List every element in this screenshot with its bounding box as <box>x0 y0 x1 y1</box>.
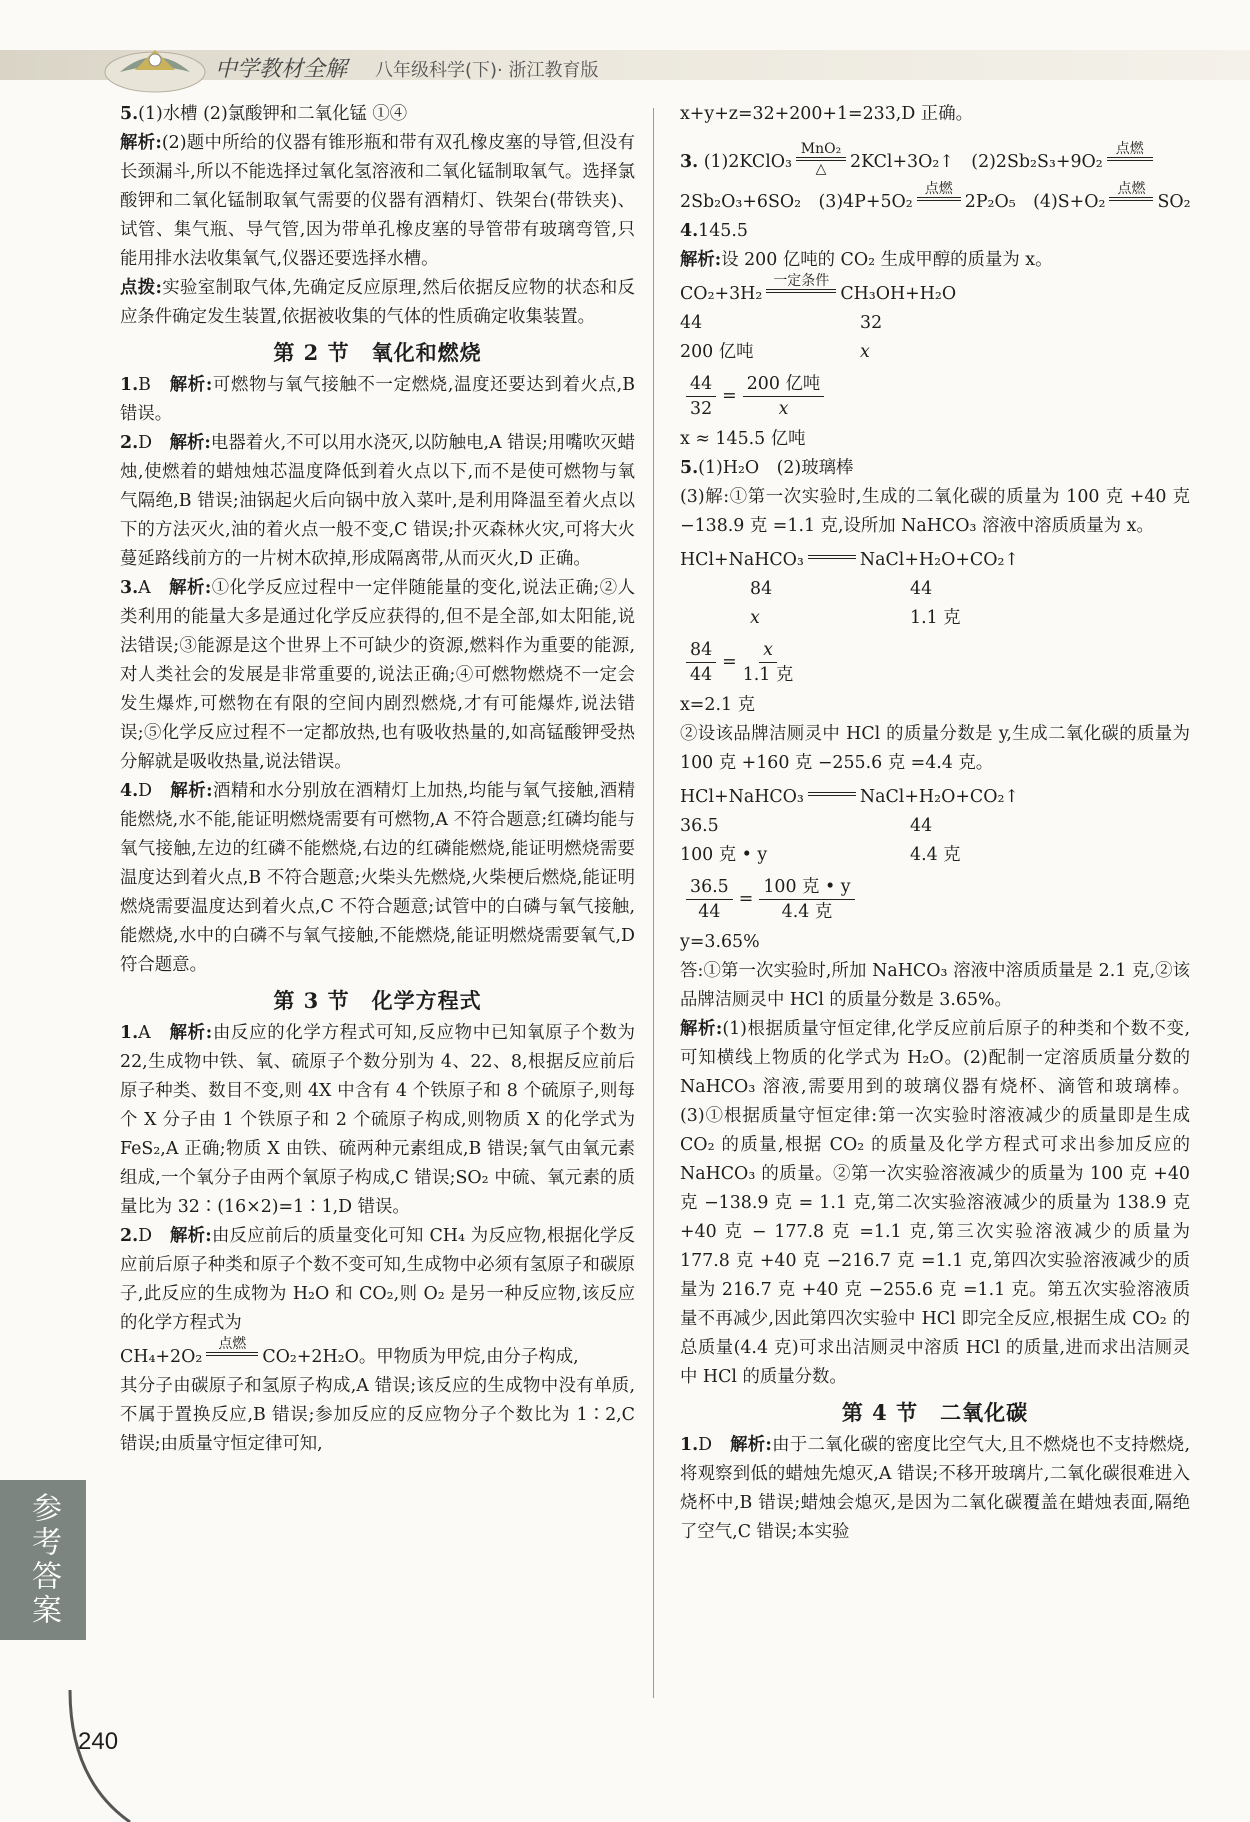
q4-answer: 4.145.5 <box>680 221 748 241</box>
reaction-condition: 点燃 <box>206 1336 258 1372</box>
book-subtitle: 八年级科学(下)· 浙江教育版 <box>375 60 599 81</box>
q5-mass-table-b: 36.5 44 100 克 • y 4.4 克 <box>680 816 961 865</box>
q4-result: x ≈ 145.5 亿吨 <box>680 429 806 449</box>
reaction-condition: 点燃 <box>1109 181 1153 217</box>
page-header <box>0 0 1250 100</box>
q5-tip: 点拨:实验室制取气体,先确定反应原理,然后依据反应物的状态和反应条件确定发生装置,依据被收集的气体的性质确定收集装置。 <box>120 278 635 327</box>
equals-sign <box>808 792 856 812</box>
q5-part3-2: ②设该品牌洁厕灵中 HCl 的质量分数是 y,生成二氧化碳的质量为 100 克 +160 克 −255.6 克 =4.4 克。 <box>680 724 1190 773</box>
s3-q1: 1.A 解析:由反应的化学方程式可知,反应物中已知氧原子个数为 22,生成物中铁、氧、硫原子个数分别为 4、22、8,根据反应前后原子种类、数目不变,则 4X 中含有 4 个铁原子和 8 个硫原子,则每个 X 分子由 1 个铁原子和 2 个硫原子构成,则物质 X 的化学式为 FeS₂,A 正确;物质 X 由铁、硫两种元素组成,B 错误;氧气由氧元素组成,一个氧分子由两个氧原子构成,C 错误;SO₂ 中硫、氧元素的质量比为 32∶(16×2)=1∶1,D 错误。 <box>120 1023 636 1217</box>
column-divider <box>653 108 654 1698</box>
s2-q2: 2.D 解析:电器着火,不可以用水浇灭,以防触电,A 错误;用嘴吹灭蜡烛,使燃着的蜡烛烛芯温度降低到着火点以下,而不是使可燃物与氧气隔绝,B 错误;油锅起火后向锅中放入菜叶,是利用降温至着火点以下的方法灭火,油的着火点一般不变,C 错误;扑灭森林火灾,可将大火蔓延路线前方的一片树木砍掉,形成隔离带,从而灭火,D 正确。 <box>120 433 635 569</box>
q5-part3: (3)解:①第一次实验时,生成的二氧化碳的质量为 100 克 +40 克 −138.9 克 =1.1 克,设所加 NaHCO₃ 溶液中溶质质量为 x。 <box>680 487 1190 536</box>
reaction-condition: 一定条件 <box>766 273 836 309</box>
q5-answer: 5.(1)H₂O (2)玻璃棒 <box>680 458 854 478</box>
reaction-condition: 点燃 <box>1107 141 1153 177</box>
q5-proportion-a: $\frac{84}{44}$ = $\frac{x}{\text{1.1 克}}$ <box>680 633 1190 691</box>
s2-q1: 1.B 解析:可燃物与氧气接触不一定燃烧,温度还要达到着火点,B 错误。 <box>120 375 635 424</box>
book-logo-icon <box>100 32 210 96</box>
page-corner-curve-icon <box>60 1690 180 1822</box>
s2-q3: 3.A 解析:①化学反应过程中一定伴随能量的变化,说法正确;②人类利用的能量大多是通过化学反应获得的,但不是全部,如太阳能,说法错误;③能源是这个世界上不可缺少的资源,燃料作为重要的能源,对人类社会的发展是非常重要的,说法正确;④可燃物燃烧不一定会发生爆炸,可燃物在有限的空间内剧烈燃烧,才有可能爆炸,说法错误;⑤化学反应过程不一定都放热,也有吸收热量的,如高锰酸钾受热分解就是吸收热量,说法错误。 <box>120 578 635 772</box>
q4-proportion: $\frac{44}{32}$ = $\frac{\text{200 亿吨}}{x}$ <box>680 367 1190 425</box>
q4-equation: CO₂+3H₂ 一定条件 CH₃OH+H₂O <box>680 275 1190 309</box>
q4-analysis: 解析:设 200 亿吨的 CO₂ 生成甲醇的质量为 x。 <box>680 250 1053 270</box>
q4-mass-table: 44 32 200 亿吨 x <box>680 313 883 362</box>
s4-q1: 1.D 解析:由于二氧化碳的密度比空气大,且不燃烧也不支持燃烧,将观察到低的蜡烛先熄灭,A 错误;不移开玻璃片,二氧化碳很难进入烧杯中,B 错误;蜡烛会熄灭,是因为二氧化碳覆盖在蜡烛表面,隔绝了空气,C 错误;本实验 <box>680 1435 1191 1542</box>
s3-q2-cont: 其分子由碳原子和氢原子构成,A 错误;该反应的生成物中没有单质,不属于置换反应,B 错误;参加反应的反应物分子个数比为 1∶2,C 错误;由质量守恒定律可知, <box>120 1376 635 1454</box>
series-title: 中学教材全解 <box>215 57 348 82</box>
section-3-title: 第 3 节 化学方程式 <box>273 988 482 1013</box>
q3-equations-line2: 2Sb₂O₃+6SO₂ (3)4P+5O₂ 点燃 2P₂O₅ (4)S+O₂ 点燃 SO₂ <box>680 177 1190 217</box>
reaction-condition: 点燃 <box>917 181 961 217</box>
section-2-title: 第 2 节 氧化和燃烧 <box>273 340 482 365</box>
s3-q2-equation: CH₄+2O₂ 点燃 CO₂+2H₂O。甲物质为甲烷,由分子构成, <box>120 1338 635 1372</box>
page-number: 240 <box>78 1728 119 1755</box>
q5-analysis: 解析:(2)题中所给的仪器有锥形瓶和带有双孔橡皮塞的导管,但没有长颈漏斗,所以不能选择过氧化氢溶液和二氧化锰制取氧气。选择氯酸钾和二氧化锰制取氧气需要的仪器有酒精灯、铁架台(带铁夹)、试管、集气瓶、导气管,因为带单孔橡皮塞的导管带有玻璃弯管,只能用排水法收集氧气,仪器还要选择水槽。 <box>120 133 636 269</box>
equals-sign <box>808 555 856 575</box>
reaction-condition: MnO₂ △ <box>796 141 846 177</box>
section-4-title: 第 4 节 二氧化碳 <box>841 1400 1029 1425</box>
right-column <box>680 100 1190 1547</box>
q5-result-b: y=3.65% <box>680 932 760 952</box>
left-column <box>120 100 635 1459</box>
prev-cont: x+y+z=32+200+1=233,D 正确。 <box>680 104 973 124</box>
q5-result-a: x=2.1 克 <box>680 695 755 715</box>
q5-proportion-b: $\frac{36.5}{44}$ = $\frac{\text{100 克 • y}}{\text{4.4 克}}$ <box>680 870 1190 928</box>
q5-mass-table-a: 84 44 x 1.1 克 <box>750 579 961 628</box>
q5-equation-b: HCl+NaHCO₃ NaCl+H₂O+CO₂↑ <box>680 778 1190 812</box>
s2-q4: 4.D 解析:酒精和水分别放在酒精灯上加热,均能与氧气接触,酒精能燃烧,水不能,能证明燃烧需要有可燃物,A 不符合题意;红磷均能与氧气接触,左边的红磷不能燃烧,右边的红磷能燃烧,能证明燃烧需要温度达到着火点,B 不符合题意;火柴头先燃烧,火柴梗后燃烧,能证明燃烧需要温度达到着火点,C 不符合题意;试管中的白磷与氧气接触,能燃烧,水中的白磷不与氧气接触,不能燃烧,能证明燃烧需要氧气,D 符合题意。 <box>120 781 635 975</box>
s3-q2: 2.D 解析:由反应前后的质量变化可知 CH₄ 为反应物,根据化学反应前后原子种类和原子个数不变可知,生成物中必须有氢原子和碳原子,此反应的生成物为 H₂O 和 CO₂,则 O₂ 是另一种反应物,该反应的化学方程式为 <box>120 1226 636 1333</box>
q5-answer: 5.(1)水槽 (2)氯酸钾和二氧化锰 ①④ <box>120 104 408 124</box>
q5-equation-a: HCl+NaHCO₃ NaCl+H₂O+CO₂↑ <box>680 541 1190 575</box>
q5-analysis: 解析:(1)根据质量守恒定律,化学反应前后原子的种类和个数不变,可知横线上物质的化学式为 H₂O。(2)配制一定溶质质量分数的 NaHCO₃ 溶液,需要用到的玻璃仪器有烧杯、滴管和玻璃棒。(3)①根据质量守恒定律:第一次实验时溶液减少的质量即是生成 CO₂ 的质量,根据 CO₂ 的质量及化学方程式可求出参加反应的 NaHCO₃ 的质量。②第一次实验溶液减少的质量为 100 克 +40 克 −138.9 克 = 1.1 克,第二次实验溶液减少的质量为 138.9 克 +40 克 − 177.8 克 =1.1 克,第三次实验溶液减少的质量为 177.8 克 +40 克 −216.7 克 =1.1 克,第四次实验溶液减少的质量为 216.7 克 +40 克 −255.6 克 =1.1 克。第五次实验溶液质量不再减少,因此第四次实验中 HCl 即完全反应,根据生成 CO₂ 的总质量(4.4 克)可求出洁厕灵中溶质 HCl 的质量,进而求出洁厕灵中 HCl 的质量分数。 <box>680 1019 1190 1387</box>
q3-equations-line1: 3. (1)2KClO₃ MnO₂ △ 2KCl+3O₂↑ (2)2Sb₂S₃+9O₂ 点燃 <box>680 133 1190 177</box>
q5-final-answer: 答:①第一次实验时,所加 NaHCO₃ 溶液中溶质质量是 2.1 克,②该品牌洁厕灵中 HCl 的质量分数是 3.65%。 <box>680 961 1190 1010</box>
reference-answer-tab: 参考答案 <box>0 1480 86 1640</box>
